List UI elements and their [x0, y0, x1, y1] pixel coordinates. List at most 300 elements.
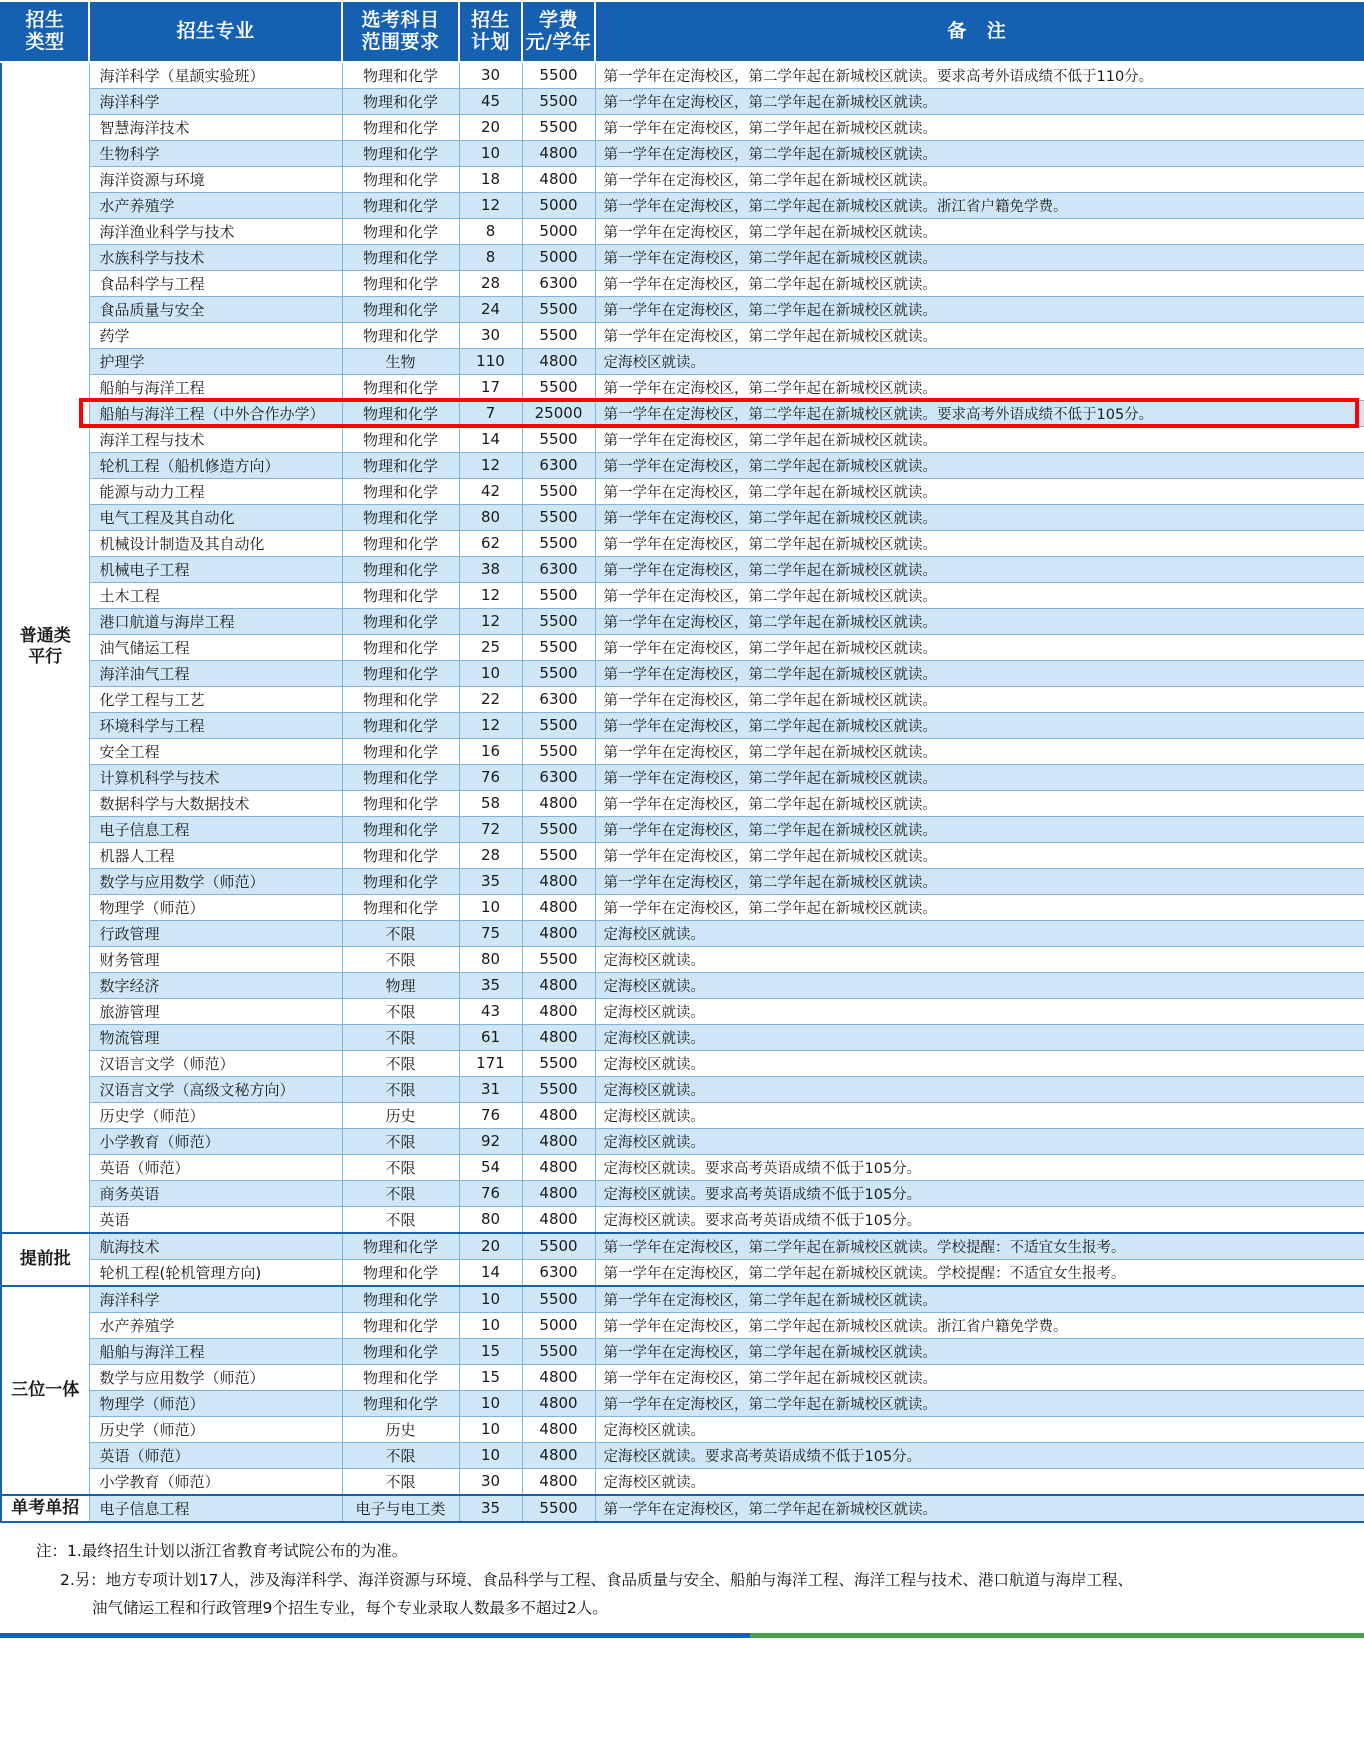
subject-requirement-cell: 物理和化学: [342, 192, 459, 218]
tuition-cell: 5500: [522, 738, 595, 764]
subject-requirement-cell: 物理和化学: [342, 816, 459, 842]
table-row: [1, 530, 1364, 556]
header-note: 备 注: [595, 1, 1364, 62]
subject-requirement-cell: 物理和化学: [342, 1312, 459, 1338]
tuition-cell: 5500: [522, 322, 595, 348]
remark-cell: 第一学年在定海校区，第二学年起在新城校区就读。: [595, 426, 1364, 452]
table-row: [1, 868, 1364, 894]
subject-requirement-cell: 物理和化学: [342, 530, 459, 556]
remark-cell: 定海校区就读。: [595, 1468, 1364, 1495]
tuition-cell: 4800: [522, 1024, 595, 1050]
remark-cell: 第一学年在定海校区，第二学年起在新城校区就读。: [595, 530, 1364, 556]
major-name-cell: 机器人工程: [89, 842, 342, 868]
major-name-cell: 旅游管理: [89, 998, 342, 1024]
major-name-cell: 物理学（师范）: [89, 894, 342, 920]
note-line-3: 油气储运工程和行政管理9个招生专业，每个专业录取人数最多不超过2人。: [92, 1599, 608, 1618]
admission-type-cell: 提前批: [1, 1233, 89, 1286]
major-name-cell: 小学教育（师范）: [89, 1128, 342, 1154]
table-row: [1, 348, 1364, 374]
remark-cell: 定海校区就读。要求高考英语成绩不低于105分。: [595, 1206, 1364, 1233]
subject-requirement-cell: 物理和化学: [342, 764, 459, 790]
major-name-cell: 英语（师范）: [89, 1154, 342, 1180]
table-row: [1, 1442, 1364, 1468]
tuition-cell: 4800: [522, 1442, 595, 1468]
tuition-cell: 5500: [522, 374, 595, 400]
subject-requirement-cell: 物理和化学: [342, 1390, 459, 1416]
major-name-cell: 船舶与海洋工程（中外合作办学）: [89, 400, 342, 426]
plan-count-cell: 22: [459, 686, 522, 712]
table-row: [1, 322, 1364, 348]
table-row: [1, 1206, 1364, 1233]
major-name-cell: 食品质量与安全: [89, 296, 342, 322]
major-name-cell: 海洋科学（星颉实验班）: [89, 62, 342, 89]
plan-count-cell: 12: [459, 712, 522, 738]
plan-count-cell: 20: [459, 1233, 522, 1260]
note-text-1: 1.最终招生计划以浙江省教育考试院公布的为准。: [67, 1542, 408, 1561]
table-row: [1, 1180, 1364, 1206]
major-name-cell: 电子信息工程: [89, 816, 342, 842]
remark-cell: 第一学年在定海校区，第二学年起在新城校区就读。: [595, 1338, 1364, 1364]
subject-requirement-cell: 物理和化学: [342, 244, 459, 270]
table-body: [1, 62, 1364, 1522]
tuition-cell: 5500: [522, 530, 595, 556]
tuition-cell: 5500: [522, 296, 595, 322]
subject-requirement-cell: 物理和化学: [342, 400, 459, 426]
subject-requirement-cell: 物理和化学: [342, 686, 459, 712]
major-name-cell: 小学教育（师范）: [89, 1468, 342, 1495]
table-row: [1, 504, 1364, 530]
subject-requirement-cell: 物理和化学: [342, 712, 459, 738]
table-row: [1, 374, 1364, 400]
admission-type-cell: 三位一体: [1, 1286, 89, 1495]
remark-cell: 第一学年在定海校区，第二学年起在新城校区就读。: [595, 374, 1364, 400]
subject-requirement-cell: 物理和化学: [342, 62, 459, 89]
remark-cell: 第一学年在定海校区，第二学年起在新城校区就读。: [595, 894, 1364, 920]
major-name-cell: 海洋油气工程: [89, 660, 342, 686]
plan-count-cell: 54: [459, 1154, 522, 1180]
plan-count-cell: 28: [459, 270, 522, 296]
tuition-cell: 5500: [522, 842, 595, 868]
table-row: [1, 1102, 1364, 1128]
table-row: [1, 608, 1364, 634]
plan-count-cell: 14: [459, 1259, 522, 1286]
plan-count-cell: 30: [459, 62, 522, 89]
major-name-cell: 海洋资源与环境: [89, 166, 342, 192]
table-row: [1, 296, 1364, 322]
remark-cell: 第一学年在定海校区，第二学年起在新城校区就读。: [595, 504, 1364, 530]
tuition-cell: 4800: [522, 920, 595, 946]
subject-requirement-cell: 生物: [342, 348, 459, 374]
remark-cell: 第一学年在定海校区，第二学年起在新城校区就读。学校提醒：不适宜女生报考。: [595, 1259, 1364, 1286]
major-name-cell: 数学与应用数学（师范）: [89, 1364, 342, 1390]
major-name-cell: 水族科学与技术: [89, 244, 342, 270]
tuition-cell: 5500: [522, 946, 595, 972]
subject-requirement-cell: 物理和化学: [342, 738, 459, 764]
remark-cell: 第一学年在定海校区，第二学年起在新城校区就读。要求高考外语成绩不低于105分。: [595, 400, 1364, 426]
subject-requirement-cell: 不限: [342, 1468, 459, 1495]
major-name-cell: 海洋科学: [89, 1286, 342, 1313]
major-name-cell: 数字经济: [89, 972, 342, 998]
table-row: [1, 1286, 1364, 1313]
plan-count-cell: 28: [459, 842, 522, 868]
remark-cell: 第一学年在定海校区，第二学年起在新城校区就读。浙江省户籍免学费。: [595, 192, 1364, 218]
major-name-cell: 食品科学与工程: [89, 270, 342, 296]
table-row: [1, 1495, 1364, 1522]
tuition-cell: 25000: [522, 400, 595, 426]
remark-cell: 定海校区就读。: [595, 1128, 1364, 1154]
major-name-cell: 行政管理: [89, 920, 342, 946]
tuition-cell: 5000: [522, 192, 595, 218]
remark-cell: 第一学年在定海校区，第二学年起在新城校区就读。: [595, 686, 1364, 712]
major-name-cell: 历史学（师范）: [89, 1416, 342, 1442]
table-row: [1, 1390, 1364, 1416]
tuition-cell: 4800: [522, 1390, 595, 1416]
tuition-cell: 4800: [522, 140, 595, 166]
plan-count-cell: 10: [459, 1390, 522, 1416]
remark-cell: 第一学年在定海校区，第二学年起在新城校区就读。: [595, 1364, 1364, 1390]
remark-cell: 定海校区就读。: [595, 998, 1364, 1024]
plan-count-cell: 171: [459, 1050, 522, 1076]
major-name-cell: 物流管理: [89, 1024, 342, 1050]
plan-count-cell: 8: [459, 244, 522, 270]
subject-requirement-cell: 电子与电工类: [342, 1495, 459, 1522]
major-name-cell: 计算机科学与技术: [89, 764, 342, 790]
major-name-cell: 物理学（师范）: [89, 1390, 342, 1416]
subject-requirement-cell: 物理和化学: [342, 660, 459, 686]
remark-cell: 定海校区就读。: [595, 348, 1364, 374]
table-row: [1, 920, 1364, 946]
plan-count-cell: 76: [459, 1180, 522, 1206]
major-name-cell: 汉语言文学（师范）: [89, 1050, 342, 1076]
plan-count-cell: 25: [459, 634, 522, 660]
subject-requirement-cell: 物理和化学: [342, 790, 459, 816]
plan-count-cell: 42: [459, 478, 522, 504]
major-name-cell: 智慧海洋技术: [89, 114, 342, 140]
remark-cell: 第一学年在定海校区，第二学年起在新城校区就读。: [595, 270, 1364, 296]
subject-requirement-cell: 物理和化学: [342, 842, 459, 868]
subject-requirement-cell: 物理和化学: [342, 582, 459, 608]
remark-cell: 第一学年在定海校区，第二学年起在新城校区就读。要求高考外语成绩不低于110分。: [595, 62, 1364, 89]
subject-requirement-cell: 不限: [342, 1076, 459, 1102]
tuition-cell: 5500: [522, 660, 595, 686]
plan-count-cell: 12: [459, 582, 522, 608]
remark-cell: 定海校区就读。: [595, 1416, 1364, 1442]
major-name-cell: 海洋渔业科学与技术: [89, 218, 342, 244]
remark-cell: 第一学年在定海校区，第二学年起在新城校区就读。: [595, 478, 1364, 504]
plan-count-cell: 15: [459, 1364, 522, 1390]
header-subject-requirement: [342, 1, 459, 62]
plan-count-cell: 12: [459, 608, 522, 634]
subject-requirement-cell: 物理和化学: [342, 478, 459, 504]
admission-type-label-line1: 普通类: [19, 626, 71, 647]
table-row: [1, 192, 1364, 218]
subject-requirement-cell: 物理和化学: [342, 114, 459, 140]
major-name-cell: 数据科学与大数据技术: [89, 790, 342, 816]
plan-count-cell: 16: [459, 738, 522, 764]
table-row: [1, 1233, 1364, 1260]
subject-requirement-cell: 不限: [342, 946, 459, 972]
table-row: [1, 738, 1364, 764]
tuition-cell: 5500: [522, 504, 595, 530]
tuition-cell: 5500: [522, 1050, 595, 1076]
tuition-cell: 4800: [522, 1416, 595, 1442]
subject-requirement-cell: 不限: [342, 1050, 459, 1076]
subject-requirement-cell: 不限: [342, 1024, 459, 1050]
table-row: [1, 166, 1364, 192]
plan-count-cell: 80: [459, 946, 522, 972]
table-row: [1, 244, 1364, 270]
remark-cell: 第一学年在定海校区，第二学年起在新城校区就读。: [595, 1495, 1364, 1522]
table-row: [1, 1416, 1364, 1442]
table-row: [1, 1312, 1364, 1338]
remark-cell: 第一学年在定海校区，第二学年起在新城校区就读。: [595, 322, 1364, 348]
remark-cell: 第一学年在定海校区，第二学年起在新城校区就读。浙江省户籍免学费。: [595, 1312, 1364, 1338]
tuition-cell: 5500: [522, 1076, 595, 1102]
plan-count-cell: 7: [459, 400, 522, 426]
table-row: [1, 1364, 1364, 1390]
major-name-cell: 船舶与海洋工程: [89, 1338, 342, 1364]
table-row: [1, 894, 1364, 920]
remark-cell: 第一学年在定海校区，第二学年起在新城校区就读。: [595, 114, 1364, 140]
major-name-cell: 化学工程与工艺: [89, 686, 342, 712]
plan-count-cell: 30: [459, 1468, 522, 1495]
subject-requirement-cell: 物理和化学: [342, 1259, 459, 1286]
remark-cell: 第一学年在定海校区，第二学年起在新城校区就读。: [595, 1286, 1364, 1313]
subject-requirement-cell: 不限: [342, 920, 459, 946]
remark-cell: 第一学年在定海校区，第二学年起在新城校区就读。: [595, 842, 1364, 868]
table-row: [1, 816, 1364, 842]
subject-requirement-cell: 物理和化学: [342, 426, 459, 452]
remark-cell: 第一学年在定海校区，第二学年起在新城校区就读。: [595, 1390, 1364, 1416]
tuition-cell: 5500: [522, 582, 595, 608]
subject-requirement-cell: 物理: [342, 972, 459, 998]
table-row: [1, 400, 1364, 426]
table-row: [1, 712, 1364, 738]
header-tuition-line2: 元/学年: [525, 31, 592, 54]
table-row: [1, 270, 1364, 296]
table-row: [1, 634, 1364, 660]
remark-cell: 定海校区就读。: [595, 972, 1364, 998]
table-row: [1, 764, 1364, 790]
table-row: [1, 686, 1364, 712]
subject-requirement-cell: 不限: [342, 1206, 459, 1233]
plan-count-cell: 35: [459, 1495, 522, 1522]
table-row: [1, 556, 1364, 582]
subject-requirement-cell: 不限: [342, 998, 459, 1024]
subject-requirement-cell: 历史: [342, 1102, 459, 1128]
major-name-cell: 船舶与海洋工程: [89, 374, 342, 400]
table-row: [1, 62, 1364, 89]
tuition-cell: 4800: [522, 1154, 595, 1180]
admission-type-cell: [1, 62, 89, 1233]
subject-requirement-cell: 物理和化学: [342, 556, 459, 582]
tuition-cell: 4800: [522, 998, 595, 1024]
tuition-cell: 4800: [522, 1468, 595, 1495]
subject-requirement-cell: 物理和化学: [342, 218, 459, 244]
remark-cell: 定海校区就读。: [595, 1102, 1364, 1128]
table-row: [1, 660, 1364, 686]
header-subject-line1: 选考科目: [361, 9, 440, 31]
subject-requirement-cell: 不限: [342, 1128, 459, 1154]
subject-requirement-cell: 物理和化学: [342, 1286, 459, 1313]
table-row: [1, 946, 1364, 972]
plan-count-cell: 61: [459, 1024, 522, 1050]
major-name-cell: 汉语言文学（高级文秘方向）: [89, 1076, 342, 1102]
tuition-cell: 4800: [522, 1364, 595, 1390]
tuition-cell: 5500: [522, 114, 595, 140]
tuition-cell: 4800: [522, 348, 595, 374]
remark-cell: 第一学年在定海校区，第二学年起在新城校区就读。: [595, 140, 1364, 166]
subject-requirement-cell: 不限: [342, 1180, 459, 1206]
table-row: [1, 1050, 1364, 1076]
major-name-cell: 生物科学: [89, 140, 342, 166]
tuition-cell: 6300: [522, 686, 595, 712]
table-row: [1, 972, 1364, 998]
remark-cell: 第一学年在定海校区，第二学年起在新城校区就读。: [595, 244, 1364, 270]
subject-requirement-cell: 物理和化学: [342, 1338, 459, 1364]
tuition-cell: 4800: [522, 1180, 595, 1206]
remark-cell: 第一学年在定海校区，第二学年起在新城校区就读。: [595, 166, 1364, 192]
header-admission-type-line1: 招生: [25, 9, 65, 31]
major-name-cell: 海洋科学: [89, 88, 342, 114]
table-row: [1, 1128, 1364, 1154]
tuition-cell: 5000: [522, 218, 595, 244]
major-name-cell: 水产养殖学: [89, 1312, 342, 1338]
remark-cell: 第一学年在定海校区，第二学年起在新城校区就读。: [595, 608, 1364, 634]
tuition-cell: 6300: [522, 556, 595, 582]
remark-cell: 第一学年在定海校区，第二学年起在新城校区就读。: [595, 816, 1364, 842]
table-row: [1, 1259, 1364, 1286]
plan-count-cell: 12: [459, 192, 522, 218]
major-name-cell: 油气储运工程: [89, 634, 342, 660]
tuition-cell: 4800: [522, 1206, 595, 1233]
plan-count-cell: 10: [459, 1442, 522, 1468]
subject-requirement-cell: 物理和化学: [342, 634, 459, 660]
major-name-cell: 电气工程及其自动化: [89, 504, 342, 530]
table-row: [1, 218, 1364, 244]
tuition-cell: 5500: [522, 816, 595, 842]
tuition-cell: 4800: [522, 868, 595, 894]
table-row: [1, 1338, 1364, 1364]
plan-count-cell: 76: [459, 1102, 522, 1128]
major-name-cell: 轮机工程(轮机管理方向): [89, 1259, 342, 1286]
tuition-cell: 5500: [522, 634, 595, 660]
plan-count-cell: 20: [459, 114, 522, 140]
major-name-cell: 航海技术: [89, 1233, 342, 1260]
header-tuition: [522, 1, 595, 62]
plan-count-cell: 12: [459, 452, 522, 478]
major-name-cell: 机械电子工程: [89, 556, 342, 582]
remark-cell: 第一学年在定海校区，第二学年起在新城校区就读。: [595, 660, 1364, 686]
remark-cell: 第一学年在定海校区，第二学年起在新城校区就读。: [595, 218, 1364, 244]
plan-count-cell: 10: [459, 1312, 522, 1338]
table-row: [1, 582, 1364, 608]
plan-count-cell: 18: [459, 166, 522, 192]
remark-cell: 定海校区就读。: [595, 1050, 1364, 1076]
tuition-cell: 4800: [522, 790, 595, 816]
table-row: [1, 1024, 1364, 1050]
table-row: [1, 140, 1364, 166]
major-name-cell: 商务英语: [89, 1180, 342, 1206]
remark-cell: 第一学年在定海校区，第二学年起在新城校区就读。: [595, 634, 1364, 660]
table-row: [1, 426, 1364, 452]
remark-cell: 定海校区就读。要求高考英语成绩不低于105分。: [595, 1154, 1364, 1180]
header-major: 招生专业: [89, 1, 342, 62]
plan-count-cell: 45: [459, 88, 522, 114]
tuition-cell: 5500: [522, 1233, 595, 1260]
subject-requirement-cell: 物理和化学: [342, 608, 459, 634]
plan-count-cell: 17: [459, 374, 522, 400]
note-label: 注：: [36, 1542, 68, 1561]
tuition-cell: 4800: [522, 166, 595, 192]
table-row: [1, 998, 1364, 1024]
major-name-cell: 财务管理: [89, 946, 342, 972]
subject-requirement-cell: 物理和化学: [342, 452, 459, 478]
major-name-cell: 机械设计制造及其自动化: [89, 530, 342, 556]
plan-count-cell: 43: [459, 998, 522, 1024]
subject-requirement-cell: 历史: [342, 1416, 459, 1442]
remark-cell: 第一学年在定海校区，第二学年起在新城校区就读。: [595, 452, 1364, 478]
note-line-2: 2.另：地方专项计划17人，涉及海洋科学、海洋资源与环境、食品科学与工程、食品质量与安全、船舶与海洋工程、海洋工程与技术、港口航道与海岸工程、: [60, 1570, 1134, 1589]
header-plan-count: [459, 1, 522, 62]
remark-cell: 第一学年在定海校区，第二学年起在新城校区就读。: [595, 582, 1364, 608]
major-name-cell: 土木工程: [89, 582, 342, 608]
tuition-cell: 5500: [522, 608, 595, 634]
plan-count-cell: 58: [459, 790, 522, 816]
subject-requirement-cell: 物理和化学: [342, 1364, 459, 1390]
plan-count-cell: 110: [459, 348, 522, 374]
major-name-cell: 轮机工程（船机修造方向）: [89, 452, 342, 478]
subject-requirement-cell: 物理和化学: [342, 88, 459, 114]
subject-requirement-cell: 物理和化学: [342, 166, 459, 192]
plan-count-cell: 38: [459, 556, 522, 582]
remark-cell: 定海校区就读。要求高考英语成绩不低于105分。: [595, 1442, 1364, 1468]
subject-requirement-cell: 物理和化学: [342, 270, 459, 296]
major-name-cell: 能源与动力工程: [89, 478, 342, 504]
tuition-cell: 5500: [522, 1338, 595, 1364]
plan-count-cell: 24: [459, 296, 522, 322]
subject-requirement-cell: 物理和化学: [342, 894, 459, 920]
plan-count-cell: 62: [459, 530, 522, 556]
plan-count-cell: 80: [459, 504, 522, 530]
major-name-cell: 护理学: [89, 348, 342, 374]
major-name-cell: 历史学（师范）: [89, 1102, 342, 1128]
plan-count-cell: 80: [459, 1206, 522, 1233]
remark-cell: 第一学年在定海校区，第二学年起在新城校区就读。: [595, 556, 1364, 582]
tuition-cell: 5500: [522, 478, 595, 504]
remark-cell: 第一学年在定海校区，第二学年起在新城校区就读。: [595, 764, 1364, 790]
remark-cell: 第一学年在定海校区，第二学年起在新城校区就读。: [595, 88, 1364, 114]
plan-count-cell: 35: [459, 972, 522, 998]
subject-requirement-cell: 物理和化学: [342, 374, 459, 400]
remark-cell: 第一学年在定海校区，第二学年起在新城校区就读。学校提醒：不适宜女生报考。: [595, 1233, 1364, 1260]
plan-count-cell: 14: [459, 426, 522, 452]
plan-count-cell: 30: [459, 322, 522, 348]
bottom-color-strip: [0, 1633, 1364, 1638]
major-name-cell: 电子信息工程: [89, 1495, 342, 1522]
major-name-cell: 海洋工程与技术: [89, 426, 342, 452]
remark-cell: 第一学年在定海校区，第二学年起在新城校区就读。: [595, 738, 1364, 764]
tuition-cell: 6300: [522, 1259, 595, 1286]
note-line-1: [36, 1537, 1350, 1566]
subject-requirement-cell: 物理和化学: [342, 504, 459, 530]
table-row: [1, 88, 1364, 114]
admission-type-cell: 单考单招: [1, 1495, 89, 1522]
tuition-cell: 5500: [522, 1286, 595, 1313]
subject-requirement-cell: 物理和化学: [342, 296, 459, 322]
footer-notes: [0, 1537, 1364, 1633]
major-name-cell: 环境科学与工程: [89, 712, 342, 738]
